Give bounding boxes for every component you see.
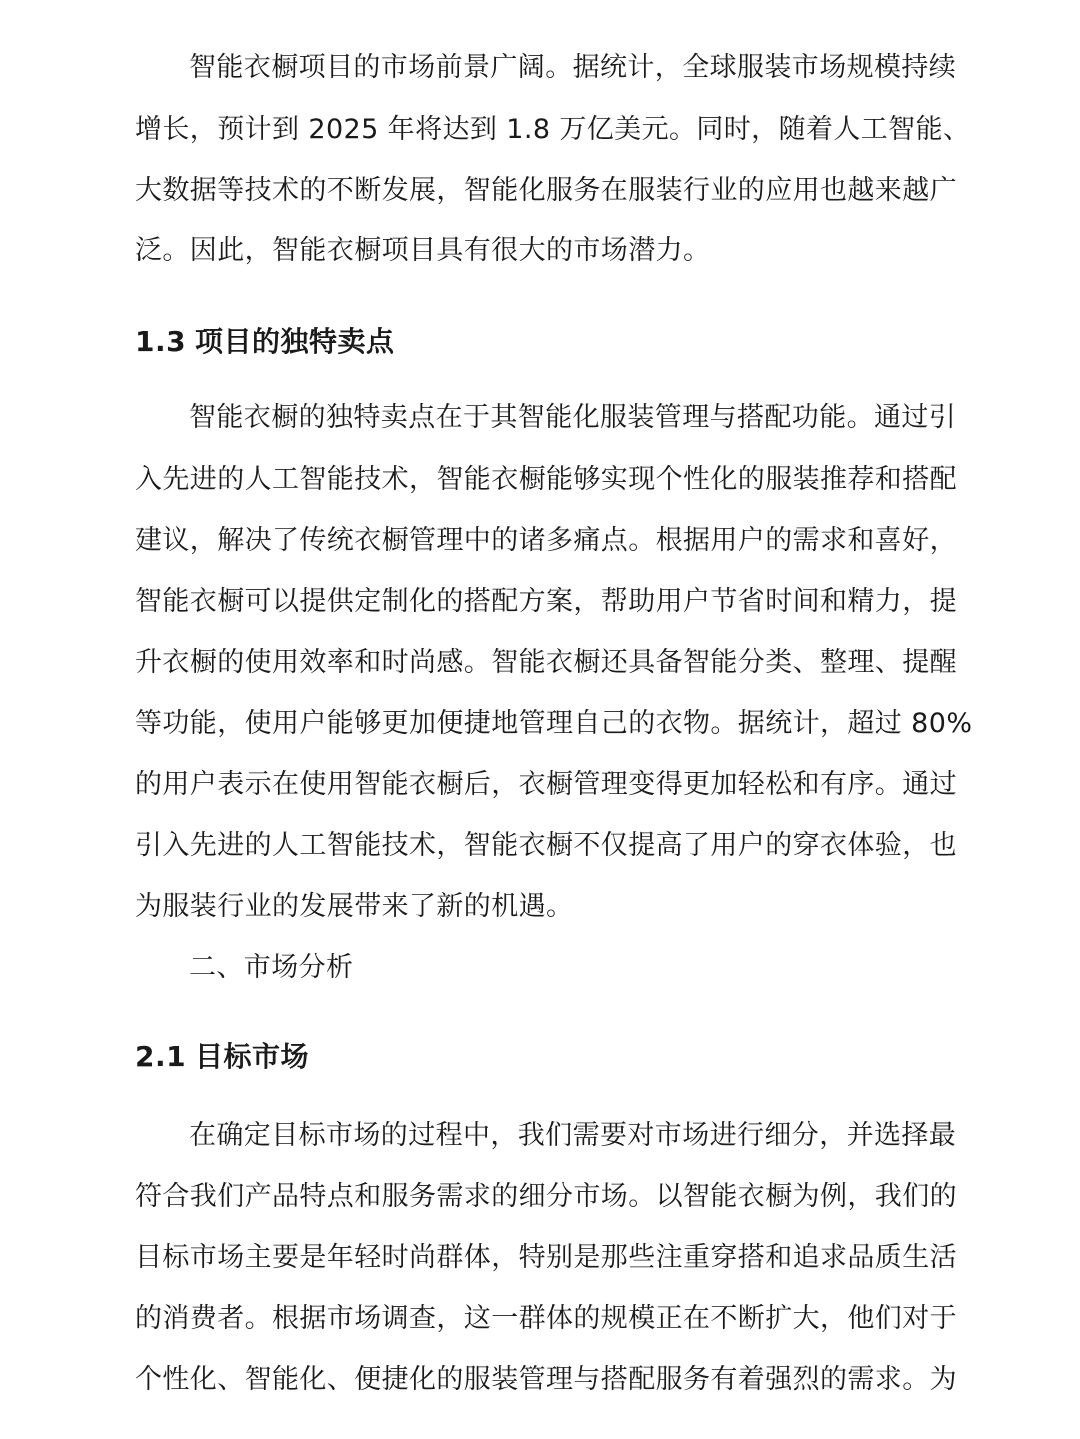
section-number: 1.3	[135, 325, 187, 358]
section-title: 项目的独特卖点	[195, 325, 395, 358]
section-number: 2.1	[135, 1040, 187, 1073]
paragraph-line: 引入先进的人工智能技术，智能衣橱不仅提高了用户的穿衣体验，也	[135, 830, 957, 861]
paragraph-line: 升衣橱的使用效率和时尚感。智能衣橱还具备智能分类、整理、提醒	[135, 647, 957, 678]
paragraph-line: 大数据等技术的不断发展，智能化服务在服装行业的应用也越来越广	[135, 175, 957, 206]
paragraph-line: 在确定目标市场的过程中，我们需要对市场进行细分，并选择最	[189, 1120, 957, 1151]
paragraph-line: 等功能，使用户能够更加便捷地管理自己的衣物。据统计，超过 80%	[135, 708, 973, 739]
paragraph-line: 个性化、智能化、便捷化的服装管理与搭配服务有着强烈的需求。为	[135, 1364, 957, 1395]
paragraph-line: 入先进的人工智能技术，智能衣橱能够实现个性化的服装推荐和搭配	[135, 464, 957, 495]
section-title: 目标市场	[195, 1040, 310, 1073]
paragraph-line: 智能衣橱可以提供定制化的搭配方案，帮助用户节省时间和精力，提	[135, 586, 957, 617]
paragraph-line: 智能衣橱的独特卖点在于其智能化服装管理与搭配功能。通过引	[189, 402, 957, 433]
chapter-title: 二、市场分析	[189, 952, 354, 983]
paragraph-line: 建议，解决了传统衣橱管理中的诸多痛点。根据用户的需求和喜好，	[135, 525, 957, 556]
paragraph-line: 增长，预计到 2025 年将达到 1.8 万亿美元。同时，随着人工智能、	[135, 114, 971, 145]
section-heading-2-1	[135, 1037, 309, 1077]
section-heading-1-3	[135, 322, 395, 362]
paragraph-line: 为服装行业的发展带来了新的机遇。	[135, 891, 574, 922]
paragraph-line: 智能衣橱项目的市场前景广阔。据统计，全球服装市场规模持续	[189, 52, 957, 83]
paragraph-line: 的消费者。根据市场调查，这一群体的规模正在不断扩大，他们对于	[135, 1303, 957, 1334]
paragraph-line: 目标市场主要是年轻时尚群体，特别是那些注重穿搭和追求品质生活	[135, 1242, 957, 1273]
paragraph-line: 泛。因此，智能衣橱项目具有很大的市场潜力。	[135, 235, 711, 266]
paragraph-line: 的用户表示在使用智能衣橱后，衣橱管理变得更加轻松和有序。通过	[135, 769, 957, 800]
paragraph-line: 符合我们产品特点和服务需求的细分市场。以智能衣橱为例，我们的	[135, 1181, 957, 1212]
